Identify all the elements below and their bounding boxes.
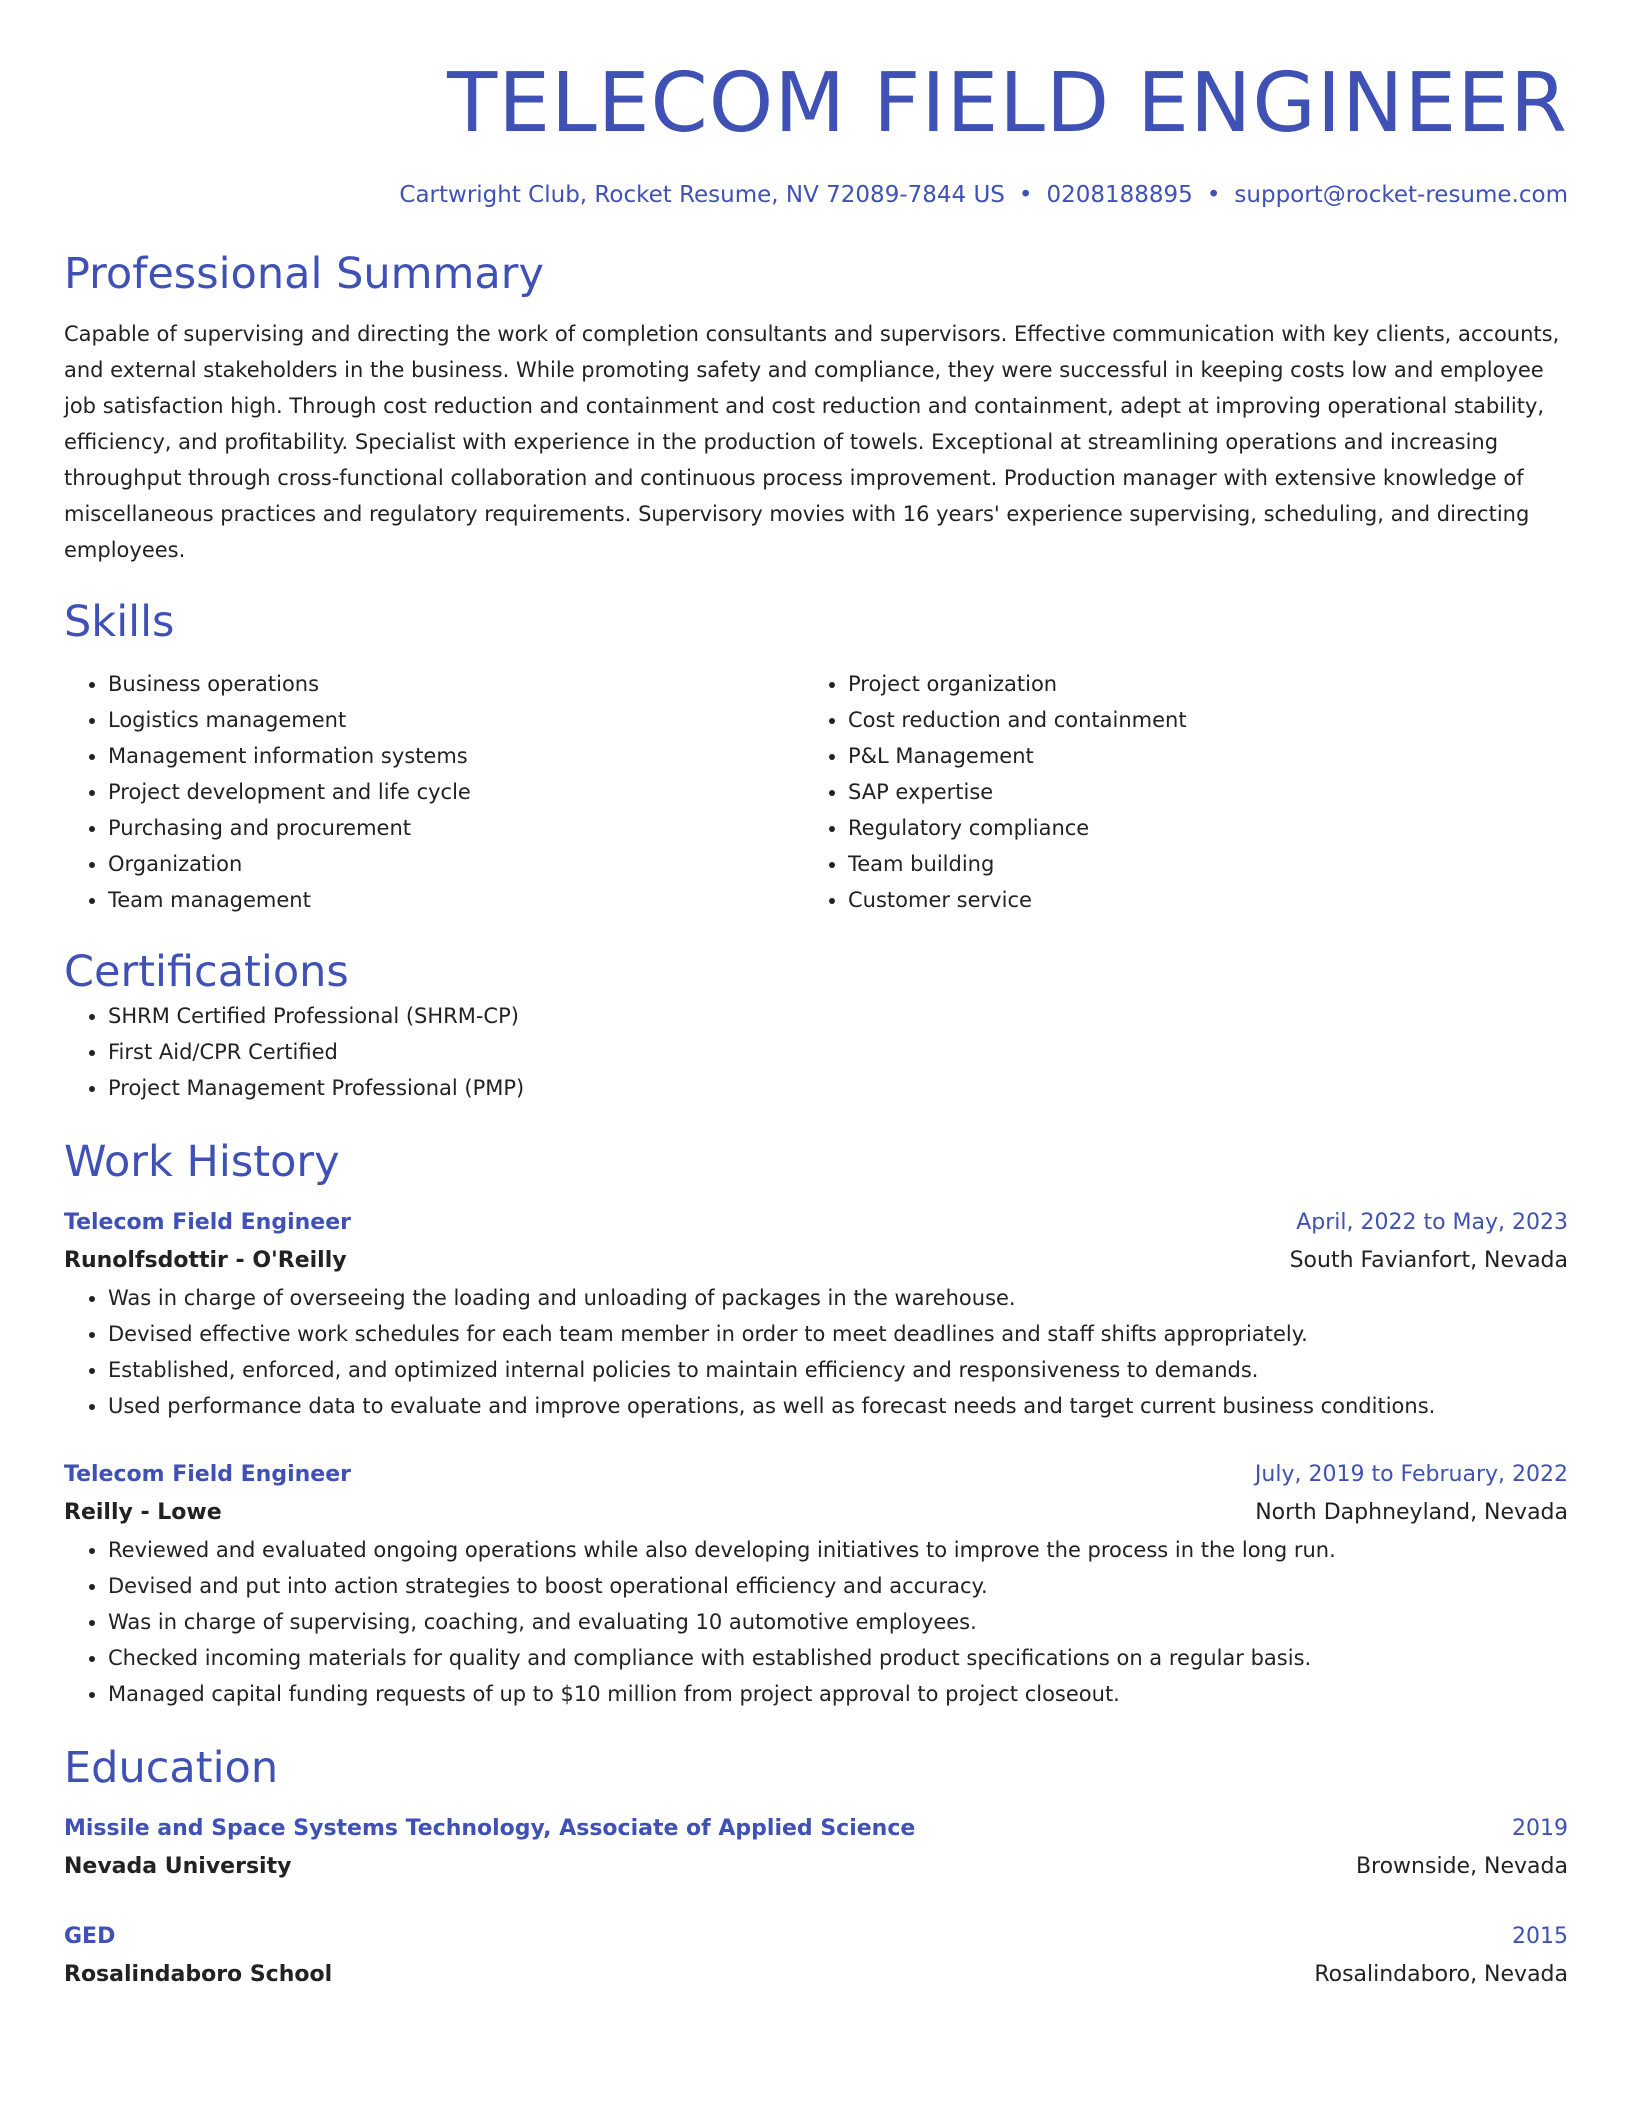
certifications-heading: Certifications — [64, 947, 349, 997]
education-school-row — [64, 1848, 1568, 1886]
skill-item: • Team building — [848, 846, 1544, 882]
skill-item: • Regulatory compliance — [848, 810, 1544, 846]
job-company-row — [64, 1242, 1568, 1280]
education-entry — [64, 1918, 1568, 1994]
skill-item: • Project development and life cycle — [108, 774, 804, 810]
contact-address: Cartwright Club, Rocket Resume, NV 72089-7844 US — [399, 182, 1005, 208]
education-school-row — [64, 1956, 1568, 1994]
skill-item: • SAP expertise — [848, 774, 1544, 810]
education-heading: Education — [64, 1743, 279, 1793]
job-company: Runolfsdottir - O'Reilly — [64, 1248, 347, 1273]
job-bullet: • Established, enforced, and optimized internal policies to maintain efficiency and responsiveness to demands. — [108, 1352, 1568, 1388]
skills-list-left — [64, 666, 804, 918]
job-bullet: • Reviewed and evaluated ongoing operations while also developing initiatives to improve the process in the long run. — [108, 1532, 1568, 1568]
skills-column-left — [64, 666, 804, 918]
certification-item: • Project Management Professional (PMP) — [108, 1070, 1568, 1106]
education-location: Rosalindaboro, Nevada — [1314, 1962, 1568, 1987]
contact-line — [64, 180, 1568, 210]
work-history-heading: Work History — [64, 1137, 340, 1187]
job-bullet: • Devised and put into action strategies to boost operational efficiency and accuracy. — [108, 1568, 1568, 1604]
skills-list-right — [804, 666, 1544, 918]
education-school: Nevada University — [64, 1854, 292, 1879]
education-degree: GED — [64, 1924, 116, 1949]
job-dates: April, 2022 to May, 2023 — [1296, 1210, 1568, 1235]
job-bullets — [64, 1280, 1568, 1424]
job-bullet: • Checked incoming materials for quality and compliance with established product specifications on a regular basis. — [108, 1640, 1568, 1676]
certification-item: • First Aid/CPR Certified — [108, 1034, 1568, 1070]
job-bullet: • Used performance data to evaluate and improve operations, as well as forecast needs and target current business conditions. — [108, 1388, 1568, 1424]
summary-heading: Professional Summary — [64, 249, 544, 299]
education-entry — [64, 1810, 1568, 1886]
job-role: Telecom Field Engineer — [64, 1210, 351, 1235]
contact-separator: • — [1018, 182, 1033, 208]
skill-item: • Team management — [108, 882, 804, 918]
job-bullet: • Was in charge of supervising, coaching, and evaluating 10 automotive employees. — [108, 1604, 1568, 1640]
job-entry — [64, 1456, 1568, 1712]
skill-item: • Management information systems — [108, 738, 804, 774]
education-header-row — [64, 1810, 1568, 1848]
certifications-list — [64, 998, 1568, 1106]
skill-item: • Business operations — [108, 666, 804, 702]
job-entry — [64, 1204, 1568, 1424]
job-bullet: • Devised effective work schedules for each team member in order to meet deadlines and staff shifts appropriately. — [108, 1316, 1568, 1352]
job-location: North Daphneyland, Nevada — [1255, 1500, 1568, 1525]
skill-item: • Cost reduction and containment — [848, 702, 1544, 738]
resume-title: TELECOM FIELD ENGINEER — [447, 56, 1568, 151]
education-school: Rosalindaboro School — [64, 1962, 333, 1987]
skill-item: • Logistics management — [108, 702, 804, 738]
job-header-row — [64, 1456, 1568, 1494]
job-header-row — [64, 1204, 1568, 1242]
skills-grid — [64, 666, 1568, 918]
job-company: Reilly - Lowe — [64, 1500, 222, 1525]
contact-phone: 0208188895 — [1046, 182, 1193, 208]
job-location: South Favianfort, Nevada — [1289, 1248, 1568, 1273]
skill-item: • Organization — [108, 846, 804, 882]
education-degree: Missile and Space Systems Technology, Associate of Applied Science — [64, 1816, 916, 1841]
education-location: Brownside, Nevada — [1355, 1854, 1568, 1879]
summary-text: Capable of supervising and directing the work of completion consultants and supervisors. Effective communication with key clients, accounts, and external stakeholders in the business. While promoting safety and compliance, they were successful in keeping costs low and employee job satisfaction high. Through cost reduction and containment and cost reduction and containment, adept at improving operational stability, efficiency, and profitability. Specialist with experience in the production of towels. Exceptional at streamlining operations and increasing throughput through cross-functional collaboration and continuous process improvement. Production manager with extensive knowledge of miscellaneous practices and regulatory requirements. Supervisory movies with 16 years' experience supervising, scheduling, and directing employees. — [64, 322, 1560, 562]
education-header-row — [64, 1918, 1568, 1956]
skill-item: • Project organization — [848, 666, 1544, 702]
education-year: 2015 — [1512, 1924, 1568, 1949]
skill-item: • P&L Management — [848, 738, 1544, 774]
job-role: Telecom Field Engineer — [64, 1462, 351, 1487]
job-bullet: • Managed capital funding requests of up to $10 million from project approval to project closeout. — [108, 1676, 1568, 1712]
skills-heading: Skills — [64, 597, 175, 647]
skills-column-right — [804, 666, 1544, 918]
job-dates: July, 2019 to February, 2022 — [1254, 1462, 1568, 1487]
contact-email[interactable]: support@rocket-resume.com — [1234, 182, 1568, 208]
skill-item: • Purchasing and procurement — [108, 810, 804, 846]
certification-item: • SHRM Certified Professional (SHRM-CP) — [108, 998, 1568, 1034]
job-bullets — [64, 1532, 1568, 1712]
contact-separator: • — [1206, 182, 1221, 208]
education-year: 2019 — [1512, 1816, 1568, 1841]
job-bullet: • Was in charge of overseeing the loading and unloading of packages in the warehouse. — [108, 1280, 1568, 1316]
skill-item: • Customer service — [848, 882, 1544, 918]
job-company-row — [64, 1494, 1568, 1532]
